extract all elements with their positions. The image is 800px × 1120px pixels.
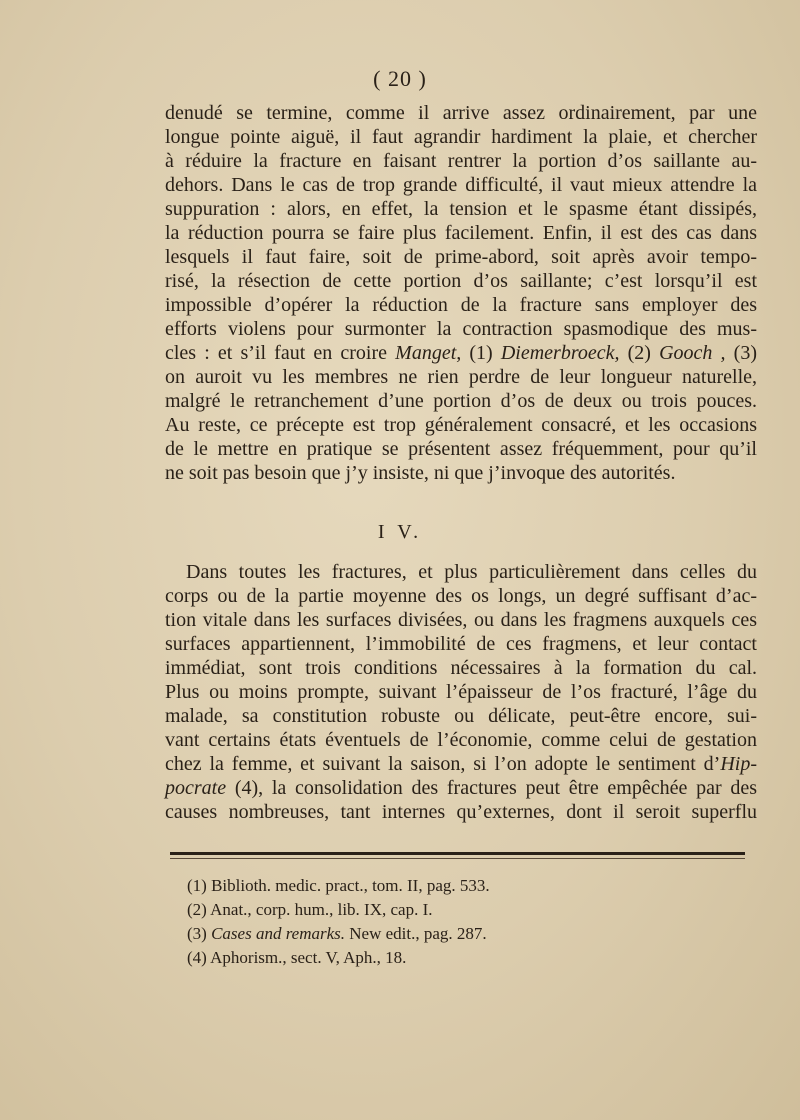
text-line: efforts violens pour surmonter la contraction spasmodique des mus- [165, 318, 757, 340]
footnote-3: (3) Cases and remarks. New edit., pag. 287. [187, 924, 487, 943]
text-line: à réduire la fracture en faisant rentrer la portion d’os saillante au- [165, 150, 757, 172]
page-number: ( 20 ) [373, 66, 427, 91]
text-line: vant certains états éventuels de l’économie, comme celui de gestation [165, 729, 757, 751]
text-line: surfaces appartiennent, l’immobilité de ces fragmens, et leur contact [165, 633, 757, 655]
text-line: suppuration : alors, en effet, la tension et le spasme étant dissipés, [165, 198, 757, 220]
text-line: de le mettre en pratique se présentent assez fréquemment, pour qu’il [165, 438, 757, 460]
text-line: risé, la résection de cette portion d’os saillante; c’est lorsqu’il est [165, 270, 757, 292]
text-line: longue pointe aiguë, il faut agrandir hardiment la plaie, et chercher [165, 126, 757, 148]
footnote-1: (1) Biblioth. medic. pract., tom. II, pag. 533. [187, 876, 490, 895]
text-line: impossible d’opérer la réduction de la fracture sans employer des [165, 294, 757, 316]
text-line-citations: cles : et s’il faut en croire Manget, (1) Diemerbroeck, (2) Gooch , (3) [165, 342, 757, 364]
text-line-hippocrate: chez la femme, et suivant la saison, si l’on adopte le sentiment d’Hip- [165, 753, 757, 775]
text-line: on auroit vu les membres ne rien perdre de leur longueur naturelle, [165, 366, 757, 388]
text-line: dehors. Dans le cas de trop grande difficulté, il vaut mieux attendre la [165, 174, 757, 196]
text-line: ne soit pas besoin que j’y insiste, ni que j’invoque des autorités. [165, 462, 676, 484]
text-line: causes nombreuses, tant internes qu’externes, dont il seroit superflu [165, 801, 757, 823]
author-gooch: Gooch , [659, 342, 726, 364]
text-line: tion vitale dans les surfaces divisées, ou dans les fragmens auxquels ces [165, 609, 757, 631]
text-line: denudé se termine, comme il arrive assez ordinairement, par une [165, 102, 757, 124]
author-hippocrate-cont: pocrate [165, 777, 227, 799]
text-line: pocrate (4), la consolidation des fractures peut être empêchée par des [165, 777, 757, 799]
footnote-rule [170, 852, 745, 855]
footnote-4: (4) Aphorism., sect. V, Aph., 18. [187, 948, 407, 967]
text-line: Dans toutes les fractures, et plus particulièrement dans celles du [186, 561, 757, 583]
section-heading: I V. [377, 521, 423, 543]
text-line: immédiat, sont trois conditions nécessaires à la formation du cal. [165, 657, 757, 679]
text-line: malade, sa constitution robuste ou délicate, peut-être encore, sui- [165, 705, 757, 727]
text-line: Au reste, ce précepte est trop généralement consacré, et les occasions [165, 414, 757, 436]
text-line: corps ou de la partie moyenne des os longs, un degré suffisant d’ac- [165, 585, 757, 607]
text-line: malgré le retranchement d’une portion d’os de deux ou trois pouces. [165, 390, 757, 412]
text-line: la réduction pourra se faire plus facilement. Enfin, il est des cas dans [165, 222, 757, 244]
author-diemerbroeck: Diemerbroeck, [500, 342, 620, 364]
text-line: lesquels il faut faire, soit de prime-abord, soit après avoir tempo- [165, 246, 757, 268]
text-line: Plus ou moins prompte, suivant l’épaisseur de l’os fracturé, l’âge du [165, 681, 757, 703]
footnote-2: (2) Anat., corp. hum., lib. IX, cap. I. [187, 900, 433, 919]
author-manget: Manget, [395, 342, 462, 364]
author-hippocrate: Hip- [720, 753, 757, 775]
footnote-rule-thin [170, 858, 745, 859]
